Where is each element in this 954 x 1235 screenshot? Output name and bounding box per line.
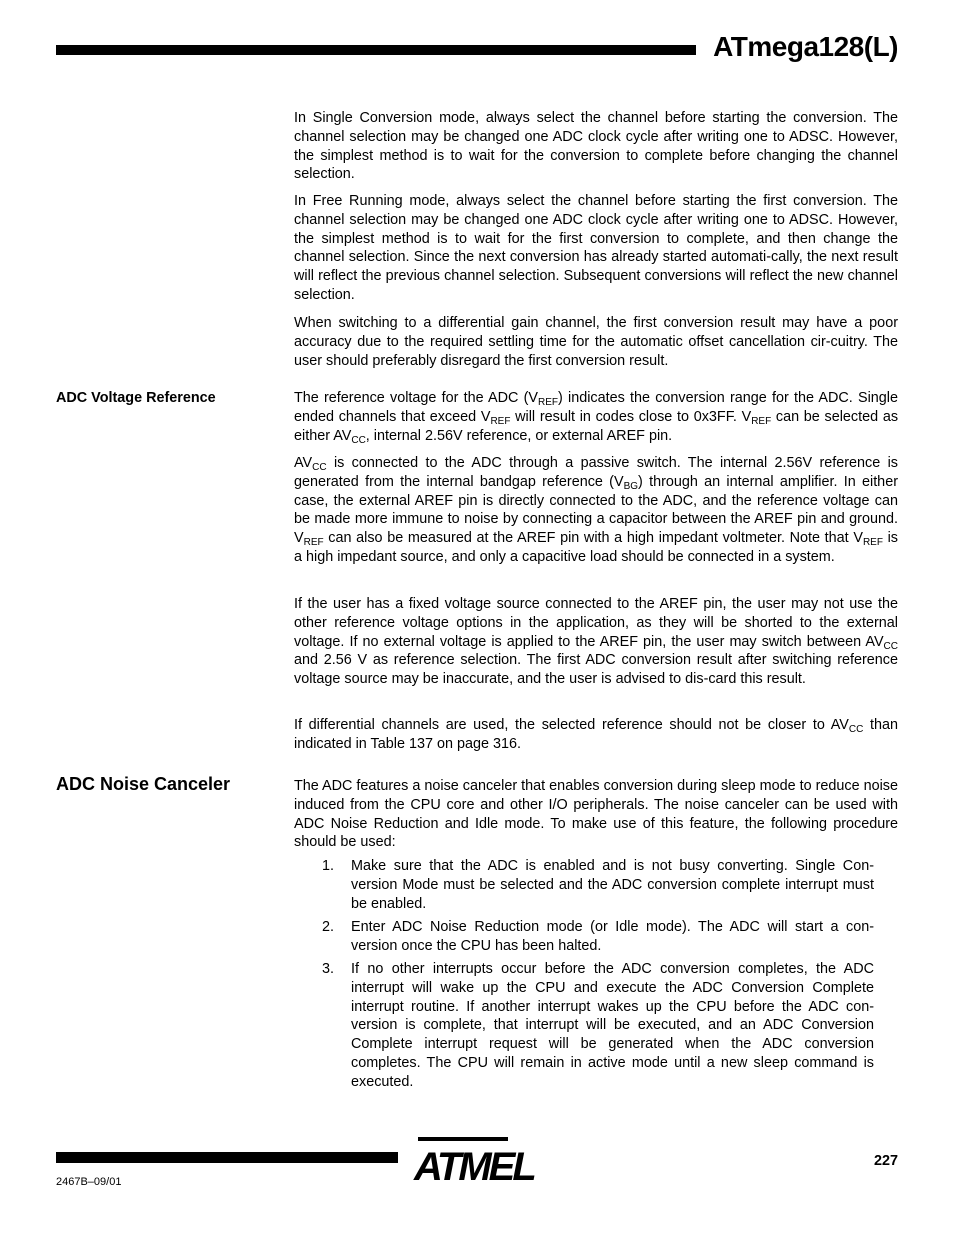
page-number: 227 xyxy=(873,1153,898,1169)
section-heading-noise-canceler: ADC Noise Canceler xyxy=(56,774,231,794)
list-item-text: Make sure that the ADC is enabled and is not busy converting. Single Con-version Mode must be selected and the ADC conversion complete interrupt must be enabled. xyxy=(351,858,874,912)
list-item-text: Enter ADC Noise Reduction mode (or Idle mode). The ADC will start a con-version once the CPU has been halted. xyxy=(351,919,874,954)
list-item-number: 3. xyxy=(322,961,335,977)
noise-canceler-paragraph: The ADC features a noise canceler that enables conversion during sleep mode to reduce noise induced from the CPU core and other I/O peripherals. The noise canceler can be used with ADC Noise Reduction and Idle mode. To make use of this feature, the following procedure should be used: xyxy=(294,778,898,851)
list-item-text: If no other interrupts occur before the ADC conversion completes, the ADC interrupt will wake up the CPU and execute the ADC Conversion Complete interrupt routine. If another interrupt wakes up the CPU before the ADC con-version is complete, that interrupt will be executed, and an ADC Conversion Complete interrupt request will be generated when the ADC conversion completes. The CPU will remain in active mode until a new sleep command is executed. xyxy=(351,961,874,1090)
section-heading-voltage-reference: ADC Voltage Reference xyxy=(56,390,216,406)
header-rule xyxy=(56,45,696,55)
intro-paragraph-differential-gain: When switching to a differential gain channel, the first conversion result may have a poor accuracy due to the required settling time for the automatic offset cancellation cir-cuitry. The user should preferably disregard the first conversion result. xyxy=(294,315,898,369)
page-title: ATmega128(L) xyxy=(713,31,898,62)
document-code: 2467B–09/01 xyxy=(56,1176,122,1188)
list-item-number: 1. xyxy=(322,858,335,874)
list-item-number: 2. xyxy=(322,919,335,935)
intro-paragraph-single-conversion: In Single Conversion mode, always select the channel before starting the conversion. The channel selection may be changed one ADC clock cycle after writing one to ADSC. However, the simplest method is to wait for the conversion to complete before changing the channel selection. xyxy=(294,110,898,183)
voltage-reference-paragraph-1: The reference voltage for the ADC $(V_{REF})$ indicates the conversion range for the ADC. Single ended channels that exceed $V_{REF}$ will result in codes close to 0x3FF. $V_{REF}$ can be selected as either $AV_{CC}$, internal 2.56V reference, or external AREF pin. xyxy=(294,390,899,446)
voltage-reference-paragraph-3: If the user has a fixed voltage source connected to the AREF pin, the user may not use the other reference voltage options in the application, as they will be shorted to the external voltage. If no external voltage is applied to the AREF pin, the user may switch between $AV_{CC}$ and 2.56 V as reference selection. The first ADC conversion result after switching reference voltage source may be inaccurate, and the user is advised to dis-card this result. xyxy=(294,596,898,688)
logo-lettering: ATMEL xyxy=(414,1145,534,1189)
voltage-reference-paragraph-2: $AV_{CC}$ is connected to the ADC through a passive switch. The internal 2.56V reference is generated from the internal bandgap reference $(V_{BG})$ through an internal amplifier. In either case, the external AREF pin is directly connected to the ADC, and the reference voltage can be made more immune to noise by connecting a capacitor between the AREF pin and ground. $V_{REF}$ can also be measured at the AREF pin with a high impedant voltmeter. Note that $V_{REF}$ is a high impedant source, and only a capacitive load should be connected in a system. xyxy=(294,455,898,565)
intro-paragraph-free-running: In Free Running mode, always select the channel before starting the first conversion. The channel selection may be changed one ADC clock cycle after writing one to ADSC. However, the simplest method is to wait for the first conversion to complete, and then change the channel selection. Since the next conversion has already started automati-cally, the next result will reflect the previous channel selection. Subsequent conversions will reflect the new channel selection. xyxy=(294,193,898,303)
atmel-logo xyxy=(410,1136,534,1189)
footer-rule xyxy=(56,1152,398,1163)
voltage-reference-paragraph-4: If differential channels are used, the selected reference should not be closer to $AV_{CC}$ than indicated in Table 137 on page 316. xyxy=(294,717,898,752)
